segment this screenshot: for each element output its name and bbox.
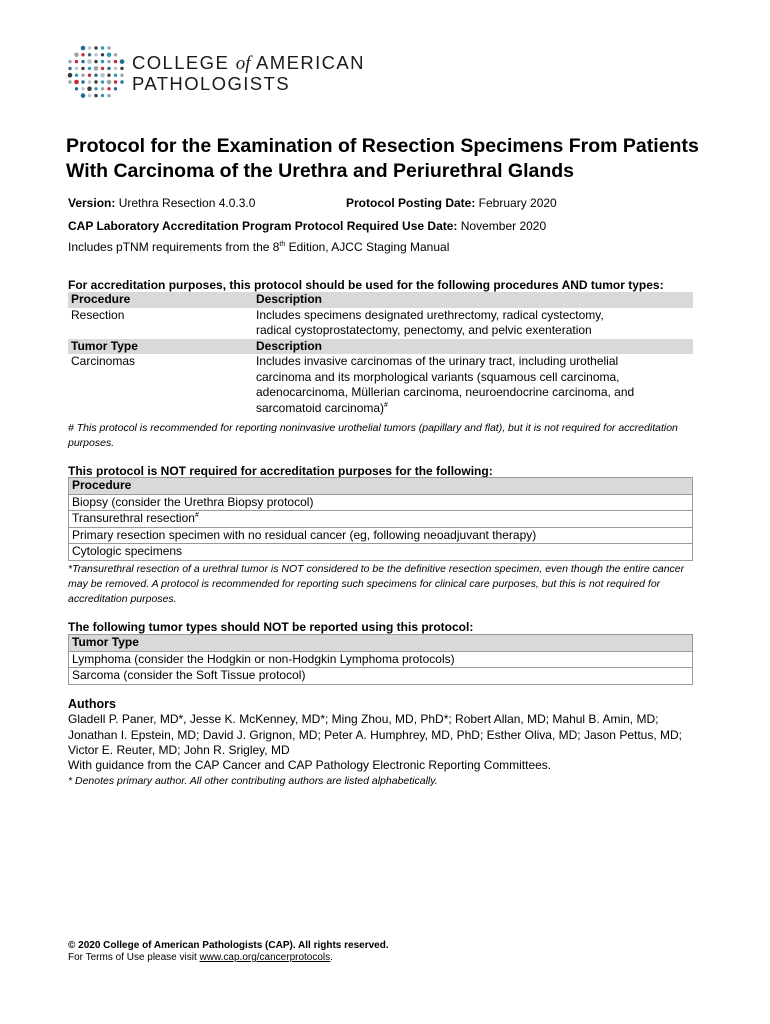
procedure-cell: Resection [71, 307, 125, 322]
logo-dot [114, 80, 117, 83]
logo-dot [75, 60, 78, 63]
logo-dot [68, 60, 71, 63]
cap-logo [66, 44, 386, 100]
logo-dot [101, 46, 104, 49]
logo-dot [101, 60, 104, 63]
terms-of-use-line: For Terms of Use please visit www.cap.org/cancerprotocols. [68, 952, 333, 963]
logo-dot [75, 87, 78, 90]
not-required-heading: This protocol is NOT required for accreditation purposes for the following: [68, 464, 493, 478]
logo-dot [120, 59, 125, 64]
transurethral-footnote: *Transurethral resection of a urethral tumor is NOT considered to be the definitive resection specimen, even though the entire cancer may be removed. A protocol is recommended for reporting such specimens for clinical care purposes, but this is not required for accreditation purposes. [68, 563, 685, 605]
description-header: Description [253, 292, 693, 308]
logo-dot [114, 60, 117, 63]
logo-dot [107, 67, 110, 70]
logo-dot [81, 80, 84, 83]
logo-dot [107, 60, 110, 63]
authors-heading: Authors [68, 697, 116, 711]
logo-dot [68, 67, 71, 70]
logo-dot [88, 67, 91, 70]
logo-dot [74, 53, 79, 58]
logo-dot [101, 87, 104, 90]
logo-dot [120, 74, 123, 77]
logo-dot [88, 80, 91, 83]
logo-dot [68, 80, 71, 83]
table-row: Transurethral resection# [69, 511, 693, 528]
logo-dot [81, 93, 86, 98]
logo-dot [114, 74, 117, 77]
logo-dot [107, 46, 110, 49]
table-row: Sarcoma (consider the Soft Tissue protocol) [69, 668, 693, 685]
hash-footnote: # This protocol is recommended for reporting noninvasive urothelial tumors (papillary and flat), but it is not required for accreditation purposes. [68, 422, 678, 449]
posting-date-line: Protocol Posting Date: February 2020 [346, 196, 557, 210]
procedure-header: Procedure [68, 292, 253, 308]
logo-dot [88, 53, 91, 56]
logo-dot [114, 67, 117, 70]
logo-dot [81, 60, 84, 63]
logo-dot [94, 66, 99, 71]
logo-dot [114, 87, 117, 90]
logo-dot [81, 67, 84, 70]
logo-dot [101, 80, 104, 83]
logo-dot [81, 46, 86, 51]
logo-dot [74, 80, 79, 85]
logo-dot [75, 74, 78, 77]
logo-dot [120, 80, 123, 83]
logo-dot [88, 74, 91, 77]
logo-dot [88, 94, 91, 97]
logo-dot [81, 74, 84, 77]
logo-dot [88, 46, 91, 49]
logo-dot [94, 87, 97, 90]
logo-dot [68, 73, 73, 78]
logo-dot [81, 87, 84, 90]
tumor-description-cell: Includes invasive carcinomas of the urinary tract, including urothelial carcinoma and its morphological variants (squamous cell carcinoma, adenocarcinoma, Müllerian carcinoma, neuroendocrine carcinoma, and sarcomatoid carcinoma)# [256, 354, 635, 415]
logo-dot [107, 87, 110, 90]
not-required-table [68, 477, 693, 561]
authors-list: Gladell P. Paner, MD*, Jesse K. McKenney, MD*; Ming Zhou, MD, PhD*; Robert Allan, MD; Mahul B. Amin, MD; Jonathan I. Epstein, MD; David J. Grignon, MD; Peter A. Humphrey, MD, PhD; Esther Oliva, MD; Jason Pettus, MD; Victor E. Reuter, MD; John R. Srigley, MD [68, 712, 682, 757]
table-row: Biopsy (consider the Urethra Biopsy protocol) [69, 494, 693, 511]
copyright-notice: © 2020 College of American Pathologists (CAP). All rights reserved. [68, 940, 389, 951]
accreditation-table [68, 292, 693, 416]
cancer-protocols-link[interactable]: www.cap.org/cancerprotocols [199, 952, 331, 963]
procedure-description-cell: Includes specimens designated urethrectomy, radical cystectomy, radical cystoprostatectomy, penectomy, and pelvic exenteration [256, 307, 604, 337]
logo-dot [94, 60, 97, 63]
includes-line: Includes pTNM requirements from the 8th Edition, AJCC Staging Manual [68, 240, 450, 254]
cap-dot-grid-logo-icon [66, 44, 126, 100]
table-row: Lymphoma (consider the Hodgkin or non-Hodgkin Lymphoma protocols) [69, 651, 693, 668]
logo-dot [101, 67, 104, 70]
not-reported-tumor-header: Tumor Type [69, 635, 693, 652]
logo-dot [94, 46, 97, 49]
logo-dot [107, 94, 110, 97]
version-line: Version: Urethra Resection 4.0.3.0 [68, 196, 256, 210]
logo-dot [100, 73, 105, 78]
logo-dot [107, 53, 112, 58]
logo-dot [120, 67, 123, 70]
logo-dot [94, 80, 97, 83]
cap-logo-wordmark: COLLEGE of AMERICAN PATHOLOGISTS [132, 52, 365, 94]
logo-dot [101, 94, 104, 97]
logo-dot [75, 67, 78, 70]
logo-dot [94, 53, 97, 56]
tumor-type-header: Tumor Type [68, 339, 253, 355]
logo-dot [94, 74, 97, 77]
logo-dot [87, 59, 92, 64]
not-reported-table [68, 634, 693, 685]
logo-dot [101, 53, 104, 56]
logo-dot [114, 53, 117, 56]
required-use-date-line: CAP Laboratory Accreditation Program Protocol Required Use Date: November 2020 [68, 219, 547, 233]
document-title: Protocol for the Examination of Resection Specimens From Patients With Carcinoma of the Urethra and Periurethral Glands [66, 135, 699, 182]
guidance-line: With guidance from the CAP Cancer and CAP Pathology Electronic Reporting Committees. [68, 758, 552, 772]
logo-dot [107, 74, 110, 77]
logo-dot [94, 94, 97, 97]
table-row: Primary resection specimen with no residual cancer (eg, following neoadjuvant therapy) [69, 527, 693, 544]
logo-dot [81, 53, 84, 56]
primary-author-note: * Denotes primary author. All other contributing authors are listed alphabetically. [68, 775, 438, 787]
logo-dot [87, 87, 92, 92]
tumor-type-cell: Carcinomas [71, 354, 136, 368]
not-required-procedure-header: Procedure [69, 478, 693, 495]
logo-dot [107, 80, 112, 85]
table-row: Cytologic specimens [69, 544, 693, 561]
not-reported-heading: The following tumor types should NOT be reported using this protocol: [68, 620, 474, 634]
tumor-description-header: Description [253, 339, 693, 355]
accreditation-heading: For accreditation purposes, this protocol should be used for the following procedures AND tumor types: [68, 278, 664, 292]
